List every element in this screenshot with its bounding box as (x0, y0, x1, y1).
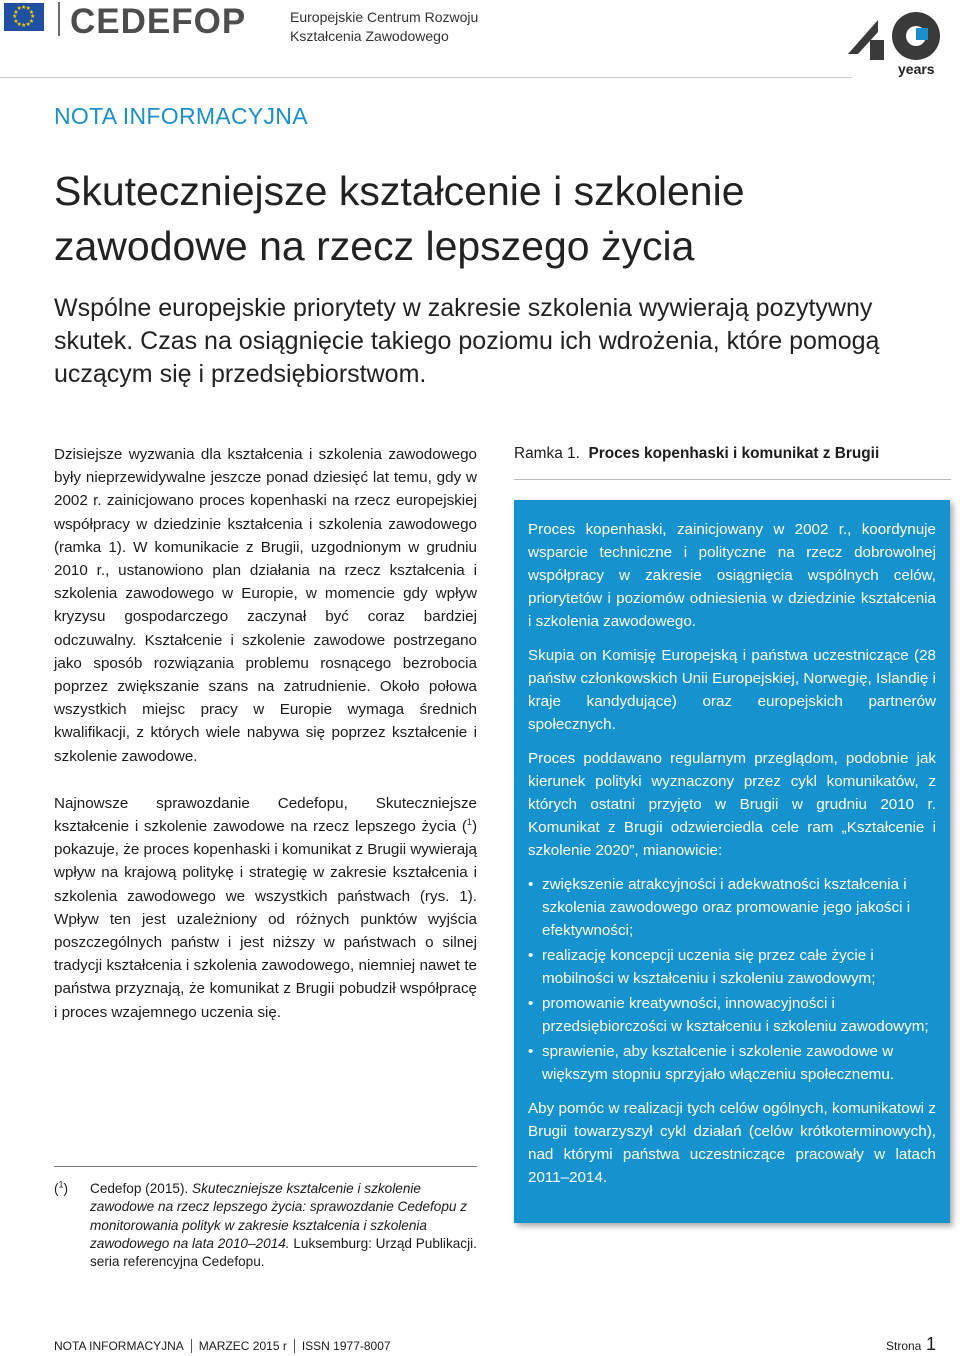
para2-text-a: Najnowsze sprawozdanie Cedefopu, Skuteczniejsze kształcenie i szkolenie zawodowe na rzecz lepszego życia ( (54, 794, 477, 836)
lead-paragraph: Wspólne europejskie priorytety w zakresie szkolenia wywierają pozytywny skutek. Czas na osiągnięcie takiego poziomu ich wdrożenia, które pomogą uczącym się i przedsiębiorstwom. (54, 294, 880, 388)
info-box-content (528, 518, 936, 1200)
footer-note-type: NOTA INFORMACYJNA (54, 1339, 184, 1353)
body-paragraph-2 (54, 792, 477, 1024)
eu-star-icon: ★ (28, 18, 35, 25)
footnote-text: Cedefop (2015). Skuteczniejsze kształcenie i szkolenie zawodowe na rzecz lepszego życia: sprawozdanie Cedefopu z monitorowania polityk w zakresie kształcenia i szkolenia zawodowego na lata 2010–2014. Luksemburg: Urząd Publikacji. seria referencyjna Cedefopu. (90, 1181, 477, 1270)
body-paragraph-1: Dzisiejsze wyzwania dla kształcenia i szkolenia zawodowego były nieprzewidywalne jeszcze ponad dziesięć lat temu, gdy w 2002 r. zainicjowano proces kopenhaski na rzecz europejskiej współpracy w dziedzinie kształcenia i szkolenia zawodowego (ramka 1). W komunikacie z Brugii, uzgodnionym w grudniu 2010 r., ustanowiono plan działania na rzecz kształcenia i szkolenia zawodowego w Europie, w momencie gdy wpływ kryzysu gospodarczego zaczynał być coraz bardziej odczuwalny. Kształcenie i szkolenie zawodowe postrzegano jako sposób rozwiązania problemu rosnącego bezrobocia poprzez zwiększanie szans na zatrudnienie. Około połowa wszystkich miejsc pracy w Europie wymaga średnich kwalifikacji, z których wiele nabywa się poprzez kształcenie i szkolenie zawodowe. (54, 446, 477, 765)
anniversary-label: years (898, 61, 935, 77)
eu-star-icon: ★ (21, 5, 27, 11)
eu-star-icon: ★ (13, 18, 19, 25)
bullet-icon: • (528, 995, 534, 1012)
box-paragraph-1: Proces kopenhaski, zainicjowany w 2002 r., koordynuje wsparcie techniczne i polityczne na rzecz dobrowolnej współpracy w zakresie osiągnięcia wspólnych celów, priorytetów i poziomów odniesienia w dziedzinie kształcenia i szkolenia zawodowego. (528, 521, 936, 630)
eu-star-icon: ★ (21, 23, 27, 29)
bullet-icon: • (528, 876, 534, 893)
page-footer (54, 1339, 391, 1353)
box-paragraph-3: Proces poddawano regularnym przeglądom, podobnie jak kierunek polityki wyznaczony przez cykl komunikatów, z których ostatni przyjęto w Brugii w grudniu 2010 r. Komunikat z Brugii odzwierciedla cele ram „Kształcenie i szkolenie 2020”, mianowicie: (528, 750, 936, 859)
footnote-reference: 1 (466, 816, 472, 827)
footnote-number: ($^1$) (54, 1179, 69, 1196)
eu-flag-logo (4, 3, 44, 31)
header-rule (0, 77, 852, 78)
box-title: Proces kopenhaski i komunikat z Brugii (588, 445, 880, 462)
footer-date: MARZEC 2015 r (198, 1339, 287, 1353)
eu-star-icon: ★ (13, 9, 19, 16)
page-title (54, 164, 934, 274)
footnote-rule (54, 1166, 477, 1167)
eu-star-icon: ★ (30, 14, 36, 20)
list-item: • realizację koncepcji uczenia się przez całe życie i mobilności w kształceniu i szkoleniu zawodowym; (528, 944, 936, 990)
footnote (54, 1180, 477, 1271)
footer-issn: ISSN 1977-8007 (301, 1339, 391, 1353)
box-paragraph-4: Aby pomóc w realizacji tych celów ogólnych, komunikatowi z Brugii towarzyszył cykl działań (celów krótkoterminowych), nad którymi państwa uczestniczące pracowały w latach 2011–2014. (528, 1100, 936, 1186)
org-name-line1: Europejskie Centrum Rozwoju (290, 9, 479, 25)
left-column (54, 443, 477, 1048)
list-item: • zwiększenie atrakcyjności i adekwatności kształcenia i szkolenia zawodowego oraz promowanie jego jakości i efektywności; (528, 873, 936, 942)
box-bullet-list (528, 873, 936, 1086)
eu-star-icon: ★ (16, 21, 22, 28)
title-line2: zawodowe na rzecz lepszego życia (54, 223, 695, 269)
header-divider (58, 2, 60, 36)
eu-star-icon: ★ (12, 14, 18, 20)
list-item: • sprawienie, aby kształcenie i szkolenie zawodowe w większym stopniu sprzyjało włączeniu społecznemu. (528, 1040, 936, 1086)
bullet-icon: • (528, 1043, 534, 1060)
box-heading (514, 445, 954, 463)
box-heading-rule (514, 479, 951, 480)
page-label: Strona (886, 1339, 922, 1353)
bullet-icon: • (528, 947, 534, 964)
page-number: 1 (926, 1334, 937, 1354)
org-name-line2: Kształcenia Zawodowego (290, 28, 449, 44)
note-type-heading: NOTA INFORMACYJNA (54, 103, 308, 129)
box-label: Ramka 1. (514, 445, 580, 462)
eu-star-icon: ★ (16, 6, 22, 13)
cedefop-logo: CEDEFOP (70, 2, 247, 41)
list-item: • promowanie kreatywności, innowacyjności i przedsiębiorczości w kształceniu i szkoleniu zawodowym; (528, 992, 936, 1038)
eu-star-icon: ★ (25, 21, 31, 28)
organization-name (290, 8, 478, 46)
eu-star-icon: ★ (28, 9, 35, 16)
title-line1: Skuteczniejsze kształcenie i szkolenie (54, 168, 745, 214)
box-paragraph-2: Skupia on Komisję Europejską i państwa uczestniczące (28 państw członkowskich Unii Europejskiej, Norwegię, Islandię i kraje kandydujące) oraz europejskich partnerów społecznych. (528, 647, 936, 733)
para2-text-b: ) pokazuje, że proces kopenhaski i komunikat z Brugii wywierają wpływ na krajową politykę i strategię w zakresie kształcenia i szkolenia zawodowego we wszystkich państwach (rys. 1). Wpływ ten jest uzależniony od różnych punktów wyjścia poszczególnych państw i jest niższy w państwach o silnej tradycji kształcenia i szkolenia zawodowego, niemniej nawet te państwa przyznają, że komunikat z Brugii pobudził współpracę i proces wzajemnego uczenia się. (54, 818, 477, 1021)
eu-star-icon: ★ (25, 6, 31, 13)
